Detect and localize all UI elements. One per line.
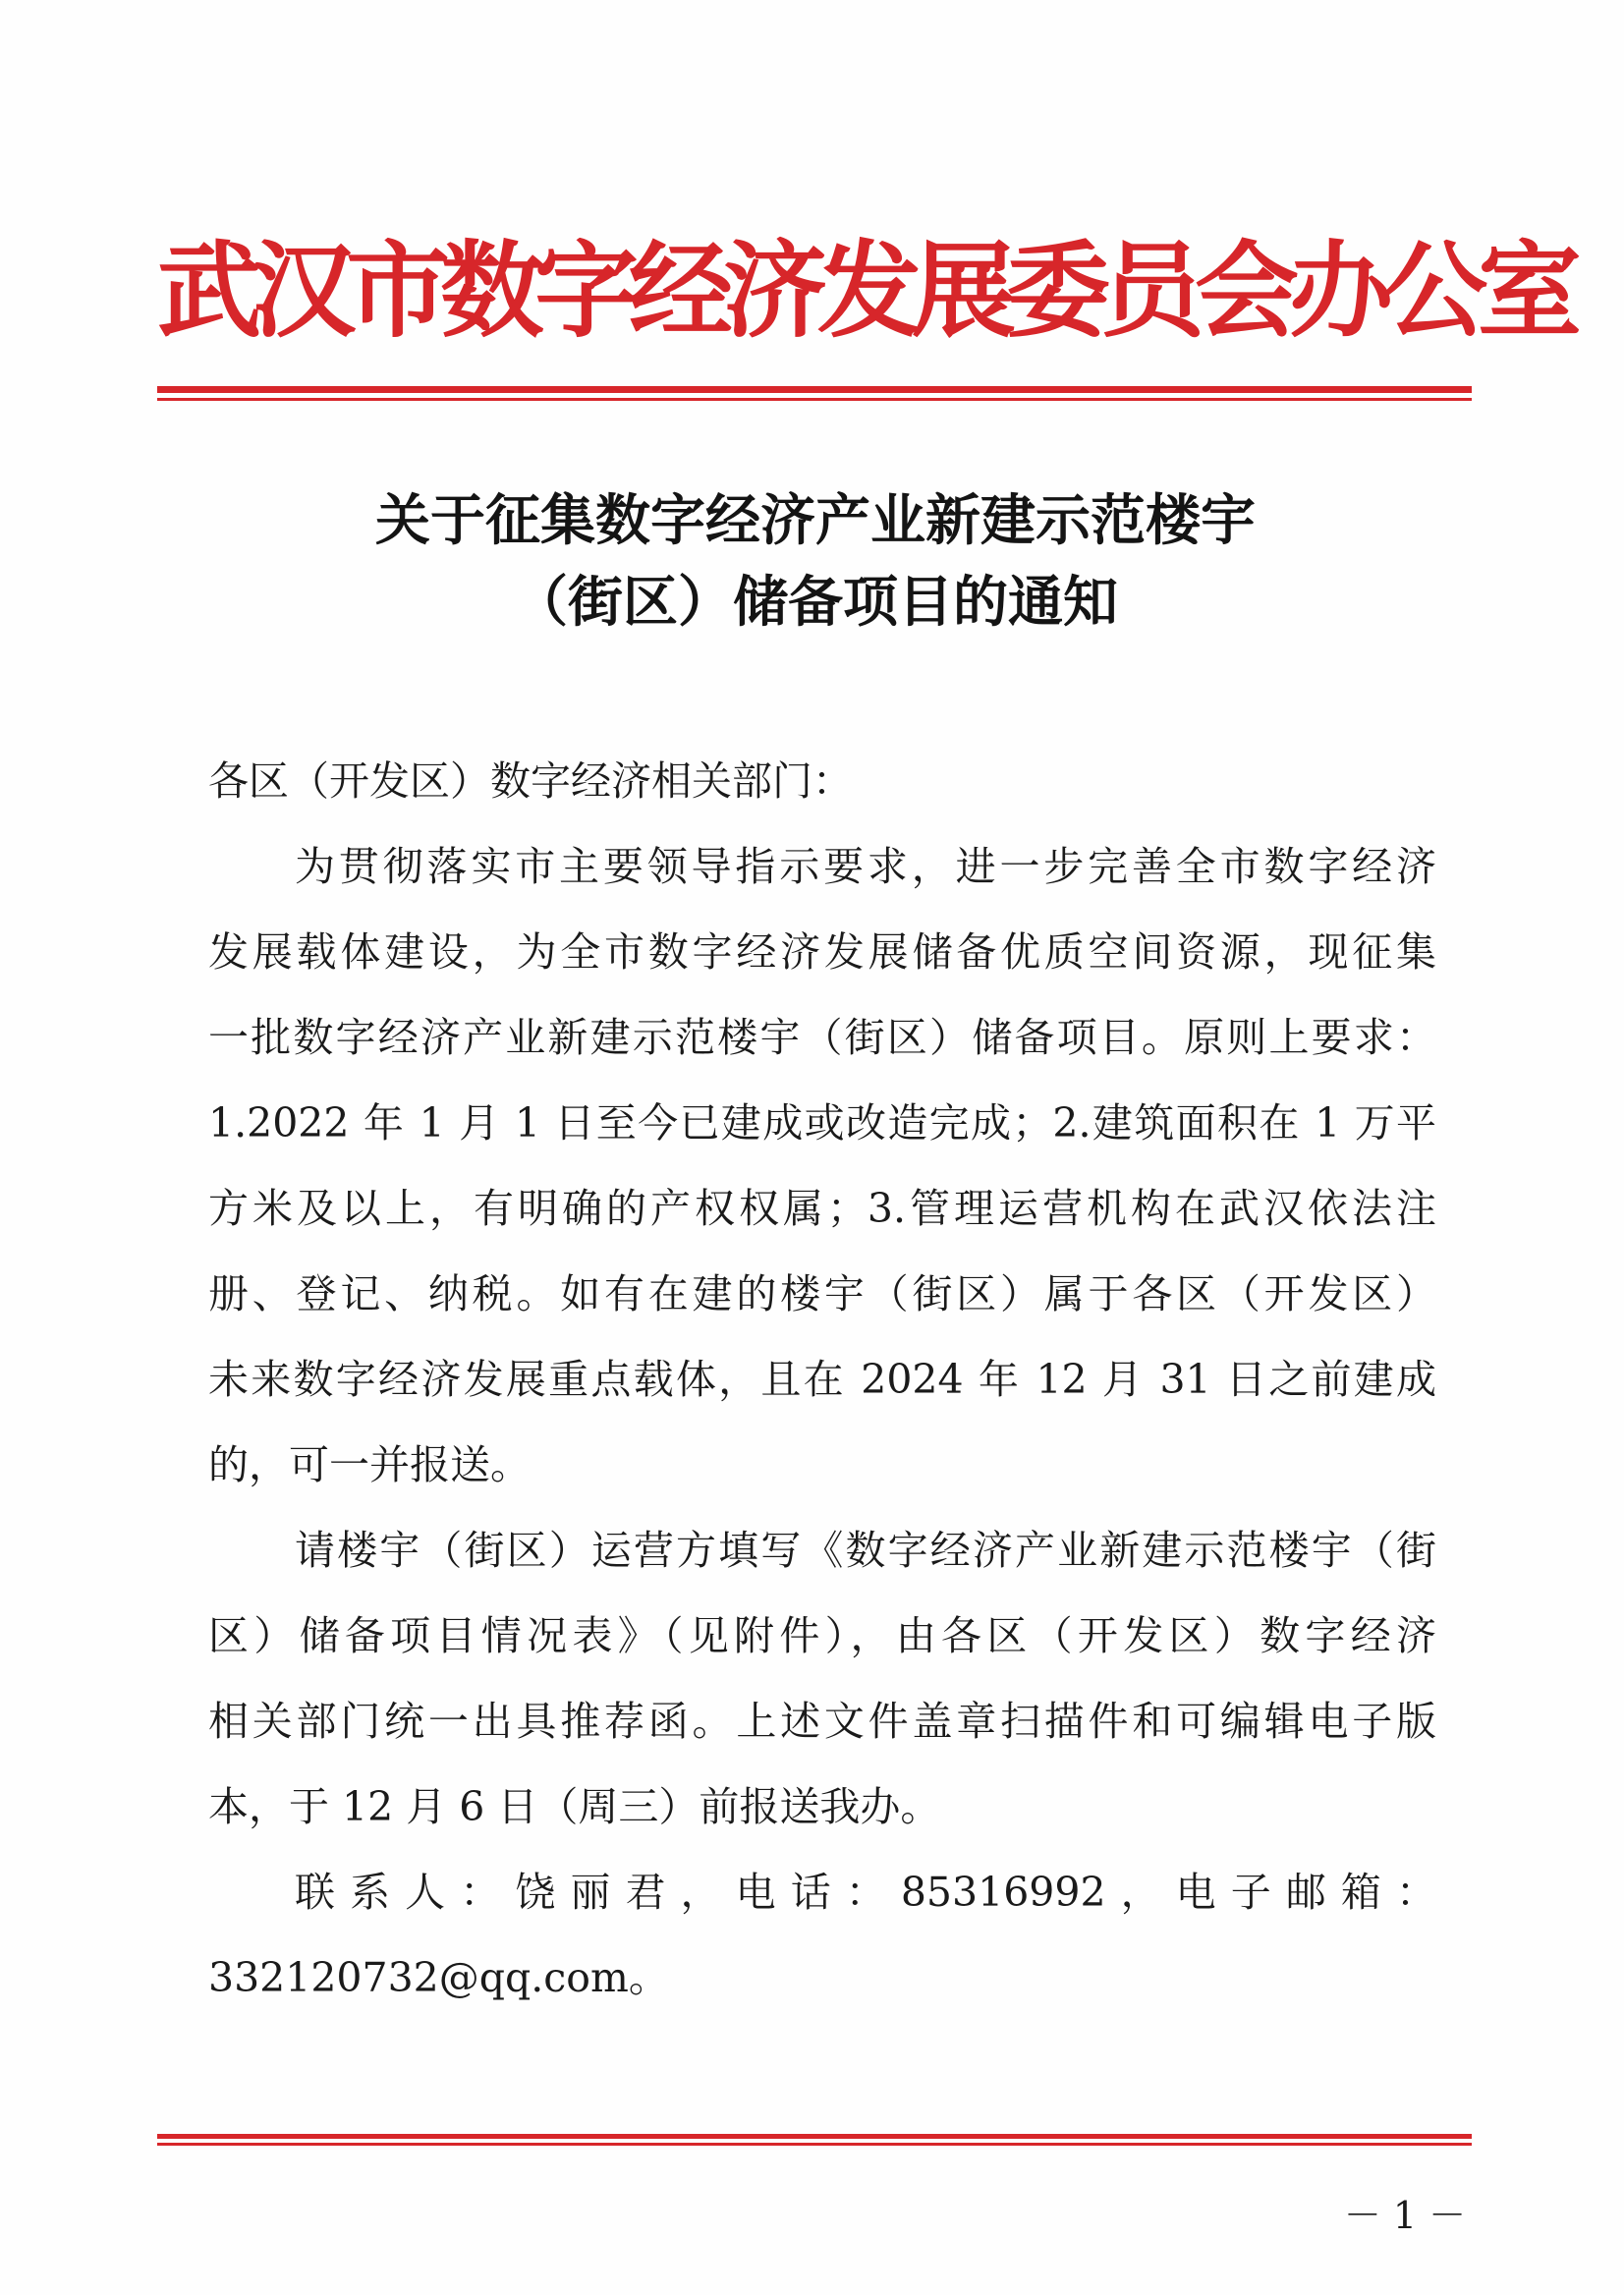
body-line-6: 册、登记、纳税。如有在建的楼宇（街区）属于各区（开发区）	[208, 1270, 1436, 1317]
body-line-11: 相关部门统一出具推荐函。上述文件盖章扫描件和可编辑电子版	[208, 1698, 1436, 1745]
body-line-4: 1.2022 年 1 月 1 日至今已建成或改造完成；2.建筑面积在 1 万平	[208, 1099, 1436, 1147]
body-line-1: 为贯彻落实市主要领导指示要求，进一步完善全市数字经济	[295, 843, 1436, 890]
contact-line: 联系人：饶丽君，电话：85316992，电子邮箱：	[295, 1869, 1436, 1916]
contact-email-line: 332120732@qq.com。	[208, 1954, 669, 2001]
footer-red-rule-thick	[157, 2134, 1472, 2139]
letterhead-org-name: 武汉市数字经济发展委员会办公室	[157, 231, 1572, 352]
body-line-5: 方米及以上，有明确的产权权属；3.管理运营机构在武汉依法注	[208, 1185, 1436, 1232]
body-line-12: 本，于 12 月 6 日（周三）前报送我办。	[208, 1783, 941, 1830]
body-line-9: 请楼宇（街区）运营方填写《数字经济产业新建示范楼宇（街	[295, 1527, 1436, 1574]
body-line-8: 的，可一并报送。	[208, 1441, 531, 1488]
page-number: － 1 －	[1343, 2194, 1467, 2237]
body-line-7: 未来数字经济发展重点载体，且在 2024 年 12 月 31 日之前建成	[208, 1356, 1436, 1403]
body-line-2: 发展载体建设，为全市数字经济发展储备优质空间资源，现征集	[208, 928, 1436, 976]
document-title-line-2: （街区）储备项目的通知	[513, 570, 1118, 635]
document-title-line-1: 关于征集数字经济产业新建示范楼宇	[375, 488, 1256, 553]
salutation: 各区（开发区）数字经济相关部门：	[208, 757, 853, 805]
document-body	[208, 739, 1436, 2021]
letterhead-red-rule-thin	[157, 398, 1472, 401]
footer-red-rule-thin	[157, 2143, 1472, 2146]
letterhead-red-rule-thick	[157, 386, 1472, 393]
body-line-3: 一批数字经济产业新建示范楼宇（街区）储备项目。原则上要求：	[208, 1014, 1436, 1061]
body-line-10: 区）储备项目情况表》（见附件），由各区（开发区）数字经济	[208, 1612, 1436, 1659]
